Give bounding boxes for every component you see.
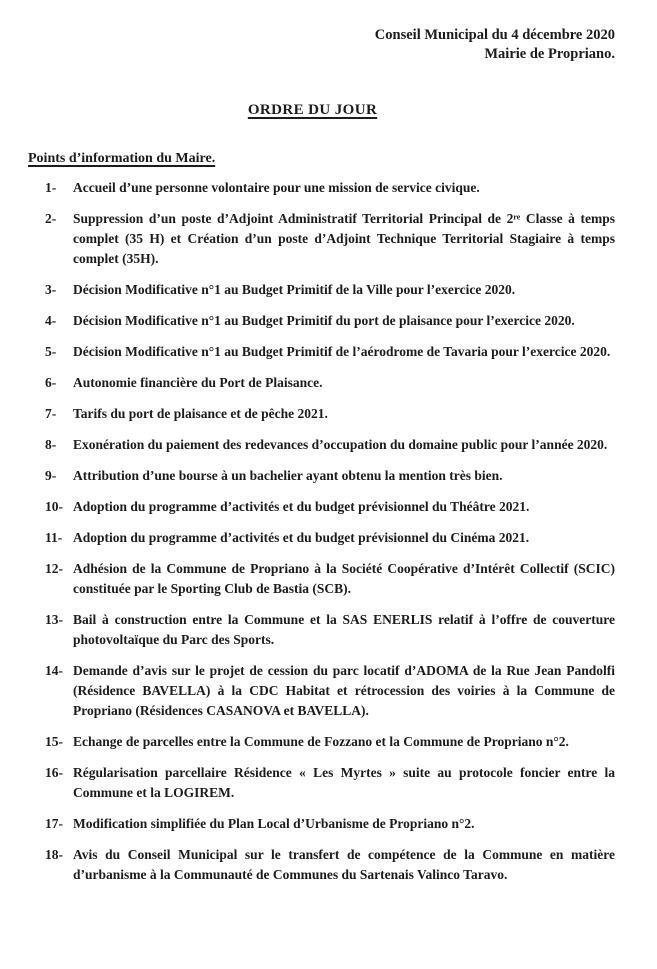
agenda-item xyxy=(45,610,615,650)
item-number: 3- xyxy=(45,282,57,297)
item-text: Echange de parcelles entre la Commune de Fozzano et la Commune de Propriano n°2. xyxy=(73,734,569,749)
header-line-council-date: Conseil Municipal du 4 décembre 2020 xyxy=(374,27,615,43)
item-number: 14- xyxy=(45,663,63,678)
item-number: 17- xyxy=(45,816,63,831)
item-text: Modification simplifiée du Plan Local d’Urbanisme de Propriano n°2. xyxy=(73,816,475,831)
agenda-item xyxy=(45,528,615,548)
agenda-item xyxy=(45,466,615,486)
item-text: Décision Modificative n°1 au Budget Primitif du port de plaisance pour l’exercice 2020. xyxy=(73,313,575,328)
item-number: 7- xyxy=(45,406,57,421)
document-title: ORDRE DU JOUR xyxy=(247,102,378,118)
item-number: 9- xyxy=(45,468,57,483)
item-text: Adhésion de la Commune de Propriano à la Société Coopérative d’Intérêt Collectif (SCIC) constituée par le Sporting Club de Bastia (SCB). xyxy=(73,561,615,596)
agenda-item xyxy=(45,732,615,752)
agenda-item xyxy=(45,404,615,424)
title-wrap xyxy=(28,101,615,119)
item-number: 4- xyxy=(45,313,57,328)
item-number: 15- xyxy=(45,734,63,749)
item-text: Avis du Conseil Municipal sur le transfert de compétence de la Commune en matière d’urbanisme à la Communauté de Communes du Sartenais Valinco Taravo. xyxy=(73,847,615,882)
document-header xyxy=(28,26,615,64)
agenda-item xyxy=(45,559,615,599)
item-text: Attribution d’une bourse à un bachelier ayant obtenu la mention très bien. xyxy=(73,468,503,483)
item-number: 2- xyxy=(45,211,57,226)
item-text: Régularisation parcellaire Résidence « Les Myrtes » suite au protocole foncier entre la Commune et la LOGIREM. xyxy=(73,765,615,800)
item-number: 12- xyxy=(45,561,63,576)
item-text: Autonomie financière du Port de Plaisance. xyxy=(73,375,323,390)
item-number: 6- xyxy=(45,375,57,390)
item-text: Tarifs du port de plaisance et de pêche 2021. xyxy=(73,406,328,421)
agenda-item xyxy=(45,763,615,803)
agenda-item xyxy=(45,178,615,198)
agenda-item xyxy=(45,661,615,721)
item-number: 13- xyxy=(45,612,63,627)
item-text: Exonération du paiement des redevances d’occupation du domaine public pour l’année 2020. xyxy=(73,437,608,452)
item-text: Décision Modificative n°1 au Budget Primitif de la Ville pour l’exercice 2020. xyxy=(73,282,516,297)
item-text: Bail à construction entre la Commune et la SAS ENERLIS relatif à l’offre de couverture photovoltaïque du Parc des Sports. xyxy=(73,612,615,647)
item-text: Adoption du programme d’activités et du budget prévisionnel du Cinéma 2021. xyxy=(73,530,530,545)
agenda-item xyxy=(45,280,615,300)
item-number: 8- xyxy=(45,437,57,452)
item-number: 10- xyxy=(45,499,63,514)
header-line-mairie: Mairie de Propriano. xyxy=(484,46,615,62)
item-text: Accueil d’une personne volontaire pour une mission de service civique. xyxy=(73,180,480,195)
section-heading: Points d’information du Maire. xyxy=(28,151,216,166)
item-number: 16- xyxy=(45,765,63,780)
item-number: 18- xyxy=(45,847,63,862)
item-text: Suppression d’un poste d’Adjoint Administratif Territorial Principal de 2ʳᵉ Classe à temps complet (35 H) et Création d’un poste d’Adjoint Technique Territorial Stagiaire à temps complet (35H). xyxy=(73,211,615,266)
agenda-item xyxy=(45,209,615,269)
agenda-item xyxy=(45,814,615,834)
item-number: 11- xyxy=(45,530,63,545)
agenda-item xyxy=(45,435,615,455)
agenda-item xyxy=(45,497,615,517)
item-text: Décision Modificative n°1 au Budget Primitif de l’aérodrome de Tavaria pour l’exercice 2020. xyxy=(73,344,611,359)
agenda-item xyxy=(45,373,615,393)
item-text: Demande d’avis sur le projet de cession du parc locatif d’ADOMA de la Rue Jean Pandolfi (Résidence BAVELLA) à la CDC Habitat et rétrocession des voiries à la Commune de Propriano (Résidences CASANOVA et BAVELLA). xyxy=(73,663,615,718)
item-number: 1- xyxy=(45,180,57,195)
agenda-item xyxy=(45,311,615,331)
item-text: Adoption du programme d’activités et du budget prévisionnel du Théâtre 2021. xyxy=(73,499,530,514)
agenda-list xyxy=(28,178,615,885)
agenda-item xyxy=(45,845,615,885)
agenda-item xyxy=(45,342,615,362)
item-number: 5- xyxy=(45,344,57,359)
